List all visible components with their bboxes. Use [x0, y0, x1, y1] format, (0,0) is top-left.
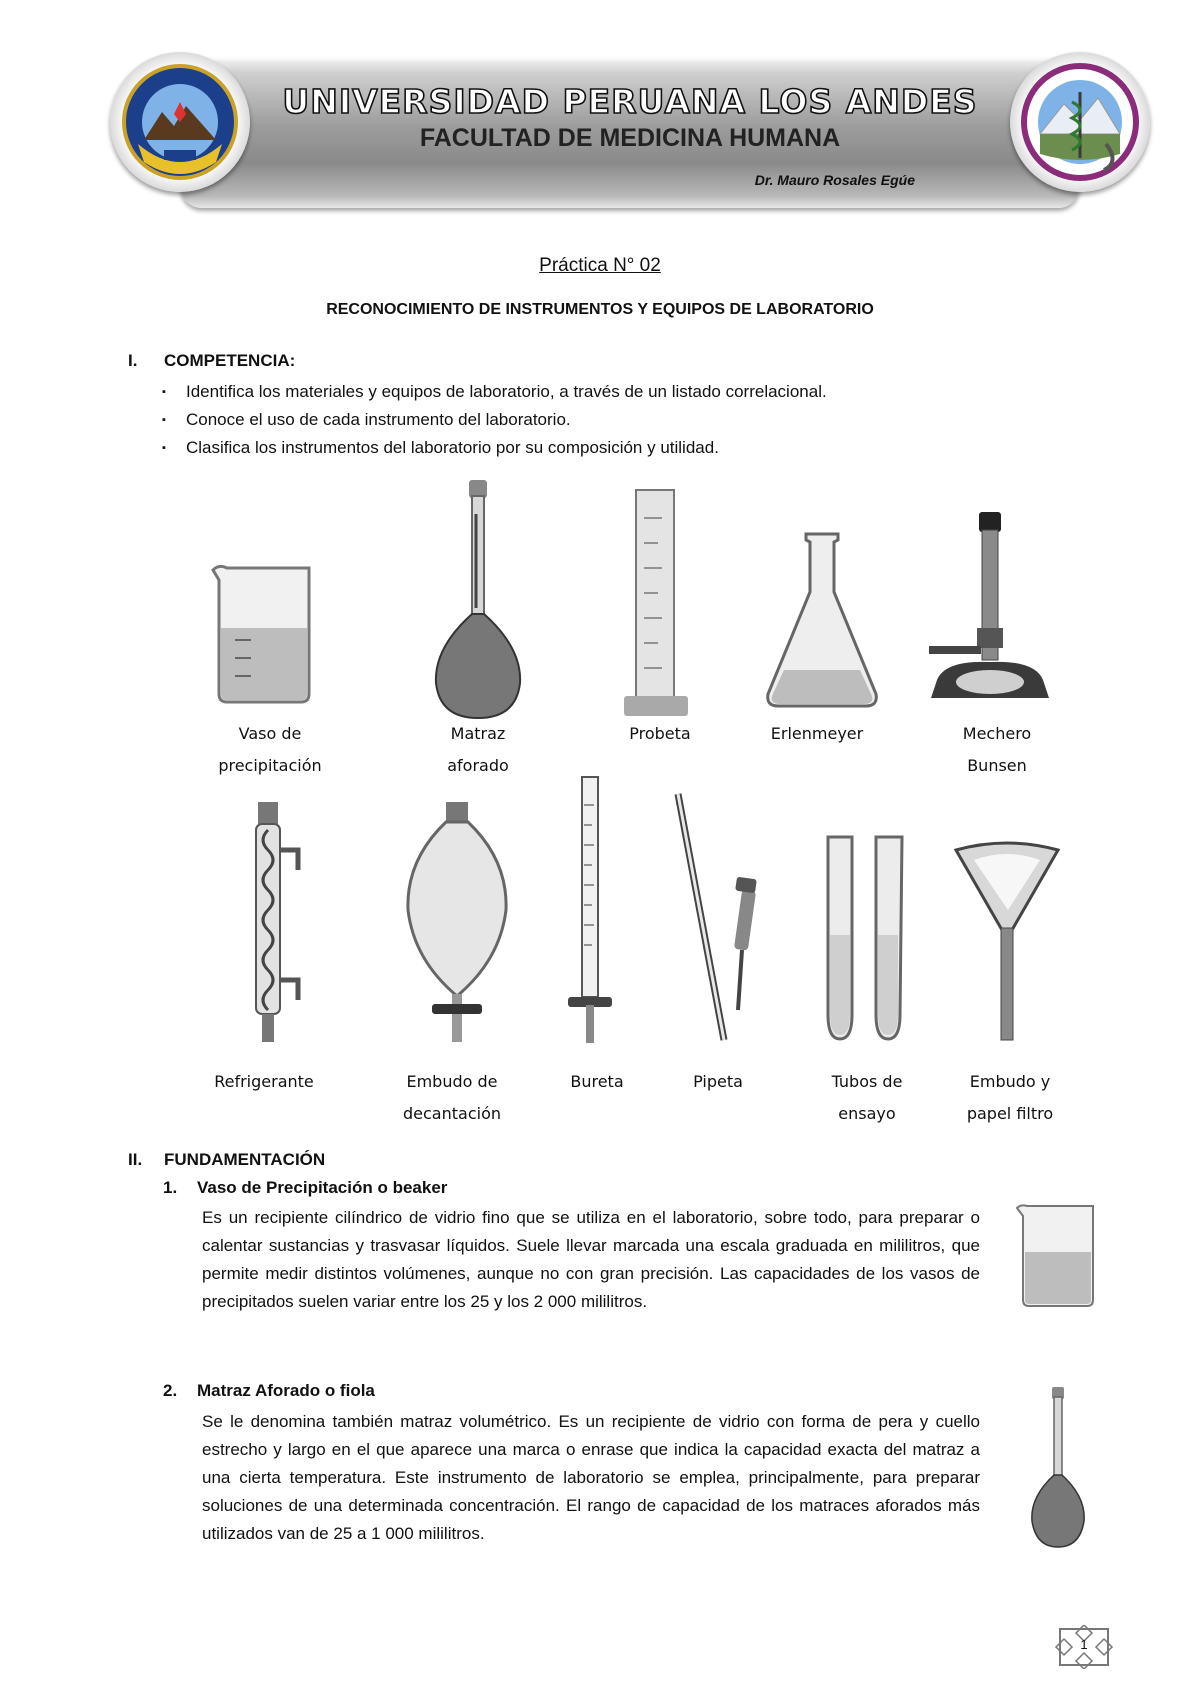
banner-bar — [180, 58, 1080, 208]
section-fundamentacion-heading — [128, 1150, 325, 1170]
beaker-icon — [205, 558, 325, 708]
pipette-icon — [668, 790, 768, 1045]
paragraph-matraz: Se le denomina también matraz volumétrico. Es un recipiente de vidrio con forma de pera y cuello estrecho y largo en el que aparece una marca o enrase que indica la capacidad exacta del matraz a una cierta temperatura. Este instrumento de laboratorio se emplea, principalmente, para preparar soluciones de una determinada concentración. El rango de capacidad de los matraces aforados más utilizados van de 25 a 1 000 mililitros. — [202, 1412, 980, 1543]
graduated-cylinder-icon — [622, 488, 692, 720]
bunsen-burner-icon — [925, 510, 1055, 710]
section-number: I. — [128, 351, 138, 370]
subsection-number: 1. — [163, 1178, 178, 1197]
beaker-icon — [1013, 1200, 1103, 1310]
volumetric-flask-icon — [428, 478, 528, 723]
label-refrigerante: Refrigerante — [214, 1072, 314, 1091]
label-pipeta: Pipeta — [693, 1072, 743, 1091]
label-tubos-ensayo: Tubos de ensayo — [831, 1072, 903, 1123]
burette-icon — [562, 775, 622, 1047]
erlenmeyer-flask-icon — [762, 530, 882, 710]
subsection-title: Matraz Aforado o fiola — [197, 1381, 375, 1400]
list-item: ▪ Clasifica los instrumentos del laboratorio por su composición y utilidad. — [162, 434, 827, 462]
subsection-title: Vaso de Precipitación o beaker — [197, 1178, 448, 1197]
label-probeta: Probeta — [629, 724, 691, 743]
subsection-heading — [163, 1178, 447, 1198]
section-competencia-heading — [128, 351, 295, 371]
section-title: FUNDAMENTACIÓN — [164, 1150, 326, 1169]
separatory-funnel-icon — [402, 800, 512, 1045]
test-tubes-icon — [822, 835, 912, 1045]
practice-title: Práctica N° 02 — [539, 255, 661, 276]
subsection-number: 2. — [163, 1381, 178, 1400]
competencia-list — [162, 378, 827, 462]
list-item: ▪ Conoce el uso de cada instrumento del laboratorio. — [162, 406, 827, 434]
main-title: RECONOCIMIENTO DE INSTRUMENTOS Y EQUIPOS DE LABORATORIO — [326, 301, 874, 318]
funnel-filter-icon — [952, 840, 1062, 1045]
university-seal-icon — [120, 62, 240, 182]
faculty-name: FACULTAD DE MEDICINA HUMANA — [419, 124, 841, 152]
header-banner — [110, 52, 1150, 212]
faculty-seal-icon — [1020, 62, 1140, 182]
label-mechero-bunsen: Mechero Bunsen — [962, 724, 1032, 775]
section-title: COMPETENCIA: — [164, 351, 296, 370]
label-embudo-papel-filtro: Embudo y papel filtro — [966, 1072, 1054, 1123]
section-number: II. — [128, 1150, 143, 1169]
right-seal-frame — [1010, 52, 1150, 192]
label-vaso-precipitacion: Vaso de precipitación — [218, 724, 322, 775]
left-seal-frame — [110, 52, 250, 192]
page-number-badge — [1052, 1625, 1116, 1669]
label-erlenmeyer: Erlenmeyer — [770, 724, 864, 743]
list-item: ▪ Identifica los materiales y equipos de laboratorio, a través de un listado correlacional. — [162, 378, 827, 406]
condenser-icon — [228, 800, 308, 1045]
label-bureta: Bureta — [570, 1072, 624, 1091]
subsection-heading — [163, 1381, 375, 1401]
volumetric-flask-icon — [1028, 1385, 1088, 1550]
page-number: 1 — [1080, 1637, 1088, 1652]
author-name: Dr. Mauro Rosales Egúe — [754, 172, 915, 188]
paragraph-vaso: Es un recipiente cilíndrico de vidrio fino que se utiliza en el laboratorio, sobre todo, para preparar o calentar sustancias y trasvasar líquidos. Suele llevar marcada una escala graduada en mililitros, que permite medir distintos volúmenes, aunque no con gran precisión. Las capacidades de los vasos de precipitados suelen variar entre los 25 y los 2 000 mililitros. — [202, 1208, 980, 1311]
label-matraz-aforado: Matraz aforado — [447, 724, 509, 775]
label-embudo-decantacion: Embudo de decantación — [403, 1072, 501, 1123]
university-name: UNIVERSIDAD PERUANA LOS ANDES — [282, 82, 978, 121]
